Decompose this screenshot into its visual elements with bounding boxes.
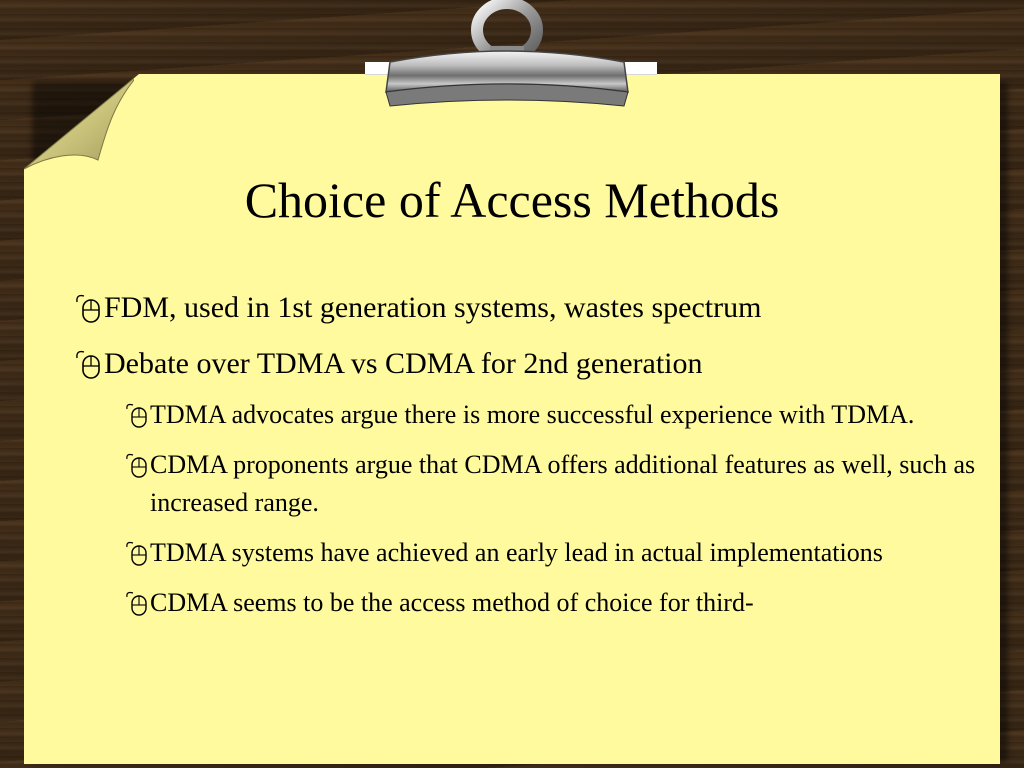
bullet-item (68, 340, 988, 388)
bullet-item (68, 396, 988, 434)
bullet-text: TDMA systems have achieved an early lead in actual implementations (150, 538, 883, 567)
bullet-item (68, 284, 988, 332)
mouse-icon (74, 284, 104, 332)
paper-clip-icon (382, 0, 632, 112)
bullet-text: CDMA seems to be the access method of choice for third- (150, 588, 754, 617)
mouse-icon (124, 446, 150, 484)
bullet-text: FDM, used in 1st generation systems, wastes spectrum (104, 291, 762, 324)
mouse-icon (74, 340, 104, 388)
bullet-item (68, 584, 988, 622)
bullet-item (68, 534, 988, 572)
mouse-icon (124, 534, 150, 572)
slide-title: Choice of Access Methods (244, 172, 780, 228)
bullet-list (68, 284, 988, 634)
mouse-icon (124, 584, 150, 622)
bullet-text: CDMA proponents argue that CDMA offers additional features as well, such as increased range. (150, 450, 976, 517)
bullet-item (68, 446, 988, 522)
page-curl (18, 72, 134, 172)
bullet-text: Debate over TDMA vs CDMA for 2nd generation (104, 347, 703, 380)
mouse-icon (124, 396, 150, 434)
bullet-text: TDMA advocates argue there is more successful experience with TDMA. (150, 400, 915, 429)
